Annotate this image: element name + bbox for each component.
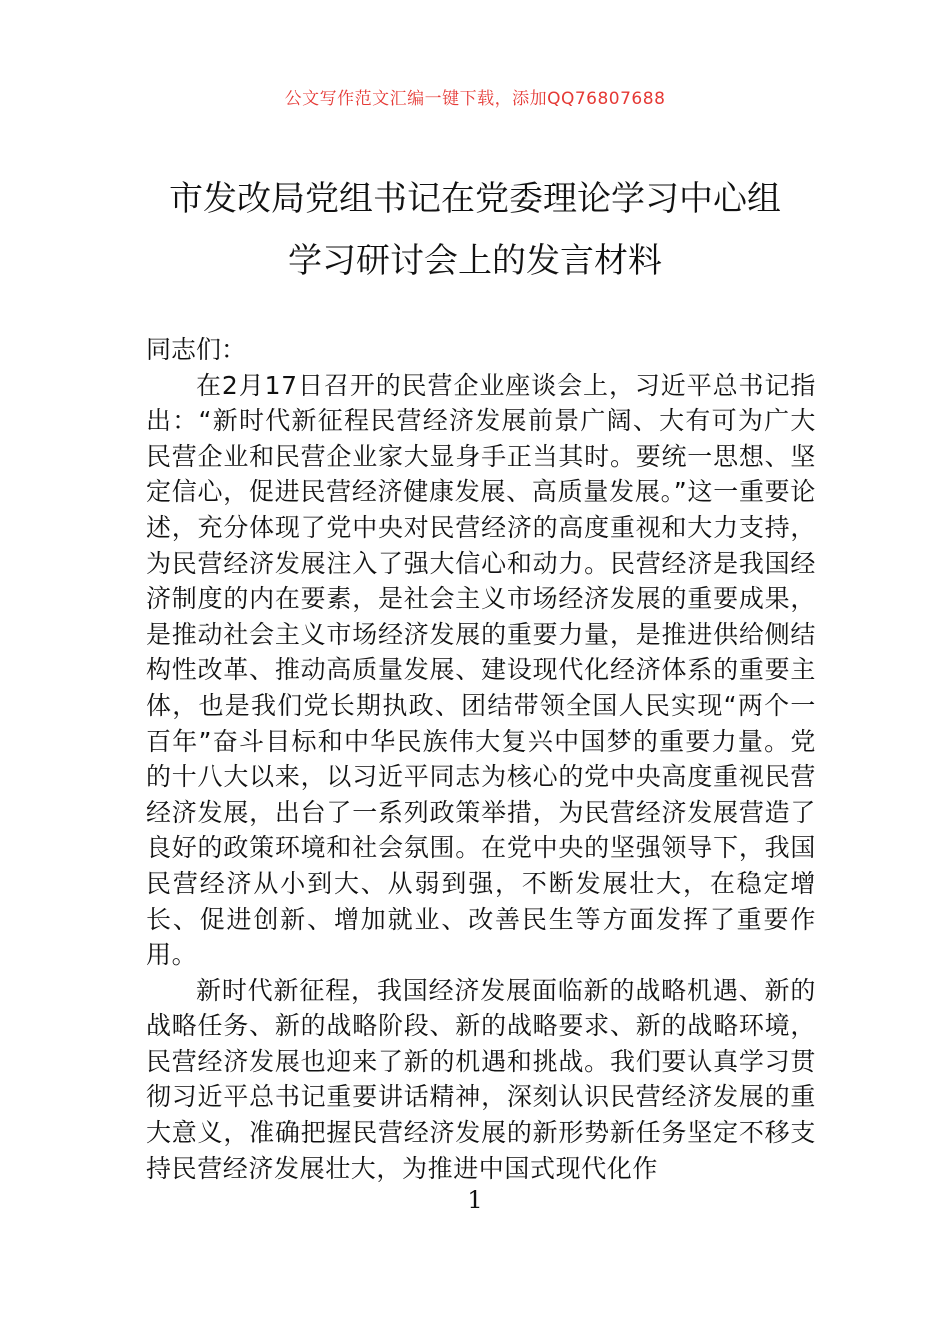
- paragraph-2: 新时代新征程，我国经济发展面临新的战略机遇、新的战略任务、新的战略阶段、新的战略要求、新的战略环境，民营经济发展也迎来了新的机遇和挑战。我们要认真学习贯彻习近平总书记重要讲话精神，深刻认识民营经济发展的重大意义，准确把握民营经济发展的新形势新任务坚定不移支持民营经济发展壮大，为推进中国式现代化作: [146, 975, 816, 1183]
- download-banner: 公文写作范文汇编一键下载，添加QQ76807688: [284, 89, 666, 109]
- document-title: [130, 168, 820, 292]
- title-line-1: 市发改局党组书记在党委理论学习中心组: [169, 179, 781, 219]
- paragraph-1: 在2月17日召开的民营企业座谈会上，习近平总书记指出：“新时代新征程民营经济发展前景广阔、大有可为广大民营企业和民营企业家大显身手正当其时。要统一思想、坚定信心，促进民营经济健康发展、高质量发展。”这一重要论述，充分体现了党中央对民营经济的高度重视和大力支持，为民营经济发展注入了强大信心和动力。民营经济是我国经济制度的内在要素，是社会主义市场经济发展的重要成果，是推动社会主义市场经济发展的重要力量，是推进供给侧结构性改革、推动高质量发展、建设现代化经济体系的重要主体，也是我们党长期执政、团结带领全国人民实现“两个一百年”奋斗目标和中华民族伟大复兴中国梦的重要力量。党的十八大以来，以习近平同志为核心的党中央高度重视民营经济发展，出台了一系列政策举措，为民营经济发展营造了良好的政策环境和社会氛围。在党中央的坚强领导下，我国民营经济从小到大、从弱到强，不断发展壮大，在稳定增长、促进创新、增加就业、改善民生等方面发挥了重要作用。: [146, 370, 816, 970]
- document-body: [146, 332, 816, 1186]
- greeting: 同志们：: [146, 335, 247, 364]
- page-number: 1: [467, 1186, 483, 1214]
- title-line-2: 学习研讨会上的发言材料: [288, 241, 662, 281]
